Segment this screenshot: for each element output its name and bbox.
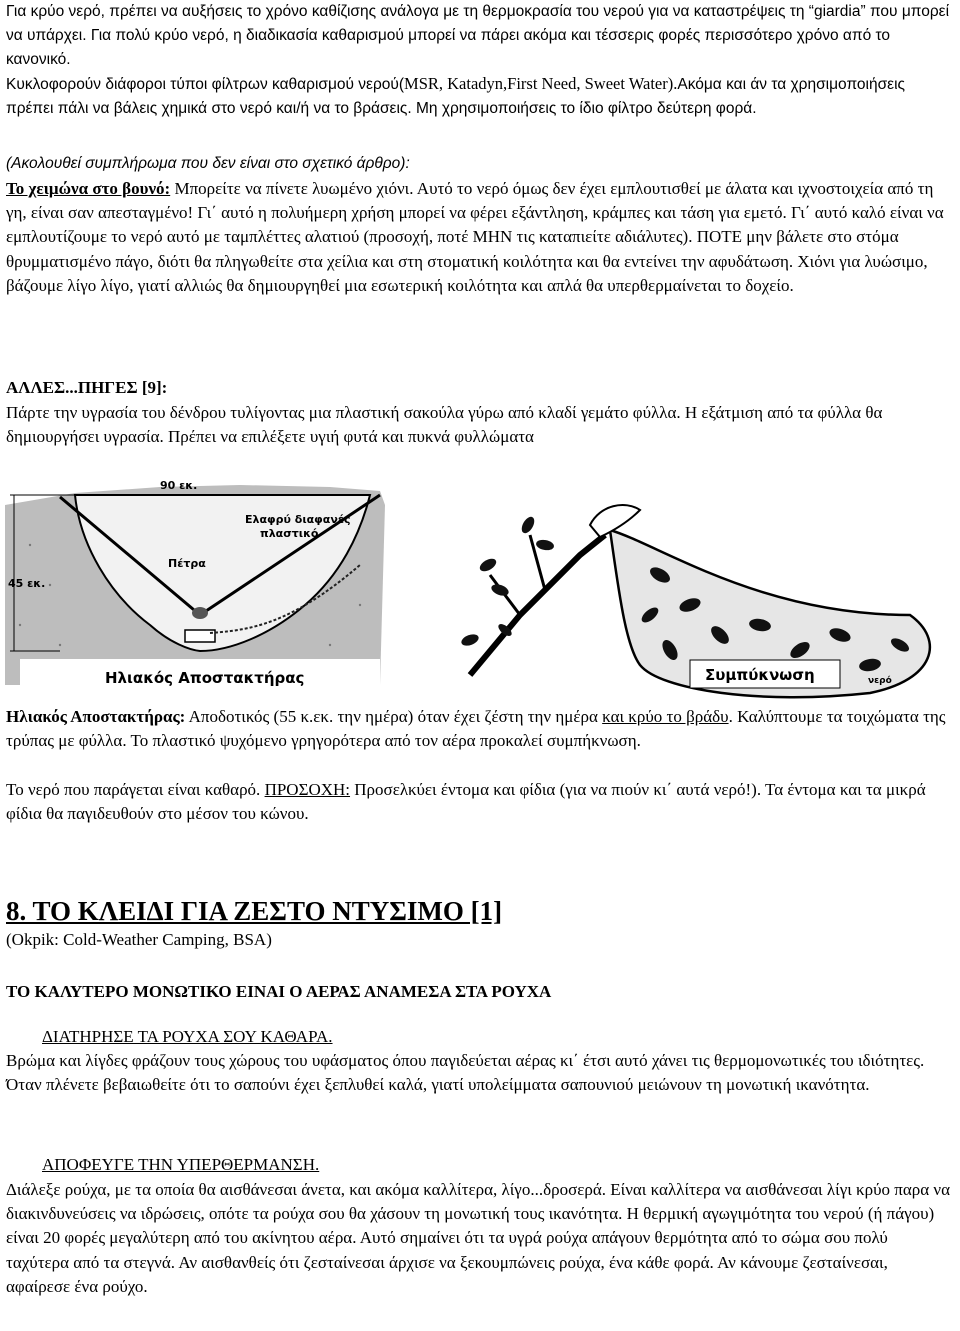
tip-2-title: ΑΠΟΦΕΥΓΕ ΤΗΝ ΥΠΕΡΘΕΡΜΑΝΣΗ. [42, 1155, 320, 1174]
label-water-fragment: νερό [868, 676, 892, 686]
paragraph-filters [6, 72, 954, 121]
caution-label: ΠΡΟΣΟΧΗ: [264, 780, 351, 799]
label-depth-bottom: 45 εκ. [8, 577, 46, 590]
solar-line2-a: Το νερό που παράγεται είναι καθαρό. [6, 780, 265, 799]
heading-other-sources: ΑΛΛΕΣ...ΠΗΓΕΣ [9]: [6, 378, 168, 397]
supplement-note: (Ακολουθεί συμπλήρωμα που δεν είναι στο σχετικό άρθρο): [6, 155, 410, 172]
label-depth-top: 90 εκ. [160, 479, 198, 492]
label-stone: Πέτρα [168, 557, 206, 570]
illustration-water-collection [0, 465, 960, 705]
filters-intro: Κυκλοφορούν διάφοροι τύποι φίλτρων καθαρισμού νερού( [6, 76, 405, 93]
label-plastic-2: πλαστικό [260, 527, 319, 540]
label-plastic-1: Ελαφρύ διαφανές [245, 513, 351, 526]
main-point: ΤΟ ΚΑΛΥΤΕΡΟ ΜΟΝΩΤΙΚΟ ΕΙΝΑΙ Ο ΑΕΡΑΣ ΑΝΑΜΕΣΑ ΣΤΑ ΡΟΥΧΑ [6, 982, 552, 1001]
solar-line2-b: Προσελκύει έντομα και φίδια (για να πιούν κι΄ αυτά νερό!). Τα έντομα και τα μικρά φίδια θα παγιδευθούν στο μέσον του κώνου. [6, 780, 926, 824]
paragraph-cold-water: Για κρύο νερό, πρέπει να αυξήσεις το χρόνο καθίζισης ανάλογα με τη θερμοκρασία του νερού για να καταστρέψεις τη “giardia” που μπορεί να υπάρχει. Για πολύ κρύο νερό, η διαδικασία καθαρισμού μπορεί να πάρει ακόμα και τέσσερις φορές περισσότερο χρόνο από το κανονικό. [6, 3, 950, 69]
leaf-bag-diagram [460, 505, 930, 697]
filters-advice: Ακόμα και άν τα χρησιμοποιήσεις πρέπει πάλι να βάλεις χημικά στο νερό και/ή να το βράσεις. Μη χρησιμοποιήσεις το ίδιο φίλτρο δεύτερη φορά. [6, 76, 906, 118]
solar-cold-night: και κρύο το βράδυ [602, 707, 729, 726]
tip-2-text: Διάλεξε ρούχα, με τα οποία θα αισθάνεσαι άνετα, και ακόμα καλλίτερα, λίγο...δροσερά. Είναι καλλίτερα να αισθάνεσαι λίγι κρύο παρα να διακινδυνεύσεις να ιδρώσεις, οπότε τα ρούχα σου θα χάσουν τη μονωτική τους ικανότητα. Η θερμική αγωγιμότητα του νερού (ή πάγου) είναι 20 φορές μεγαλύτερη από του ακίνητου αέρα. Αυτό σημαίνει ότι τα υγρά ρούχα απάγουν θερμότητα από το σώμα σου πολύ ταχύτερα από τα στεγνά. Αν αισθανθείς ότι ζεσταίνεσαι άρχισε να ξεκουμπώνεις ρούχα, ένα κάθε φορά. Αν κάνουμε ζεσταίνεσαι, αφαίρεσε ένα ρούχο. [6, 1180, 950, 1296]
caption-condensation: Συμπύκνωση [705, 666, 815, 684]
tip-1-text: Βρώμα και λίγδες φράζουν τους χώρους του υφάσματος όπου παγιδεύεται αέρας κι΄ έτσι αυτό χάνει τις θερμομονωτικές του ιδιότητες. Όταν πλένετε βεβαιωθείτε ότι το σαπούνι έχει ξεπλυθεί καλά, γιατί υπολείμματα σαπουνιού μειώνουν τη μονωτική ικανότητα. [6, 1051, 925, 1095]
section-8-heading: 8. ΤΟ ΚΛΕΙΔΙ ΓΙΑ ΖΕΣΤΟ ΝΤΥΣΙΜΟ [1] [6, 896, 503, 926]
caption-solar-still: Ηλιακός Αποστακτήρας [105, 669, 305, 687]
outside-leaves [460, 515, 555, 648]
filter-brands: MSR, Katadyn,First Need, Sweet Water). [404, 74, 678, 93]
paragraph-winter [6, 177, 954, 298]
paragraph-other-sources: Πάρτε την υγρασία του δένδρου τυλίγοντας μια πλαστική σακούλα γύρω από κλαδί γεμάτο φύλλα. Η εξάτμιση από τα φύλλα θα δημιουργήσει υγρασία. Πρέπει να επιλέξετε υγιή φυτά και πυκνά φυλλώματα [6, 403, 883, 447]
section-8-source: (Okpik: Cold-Weather Camping, BSA) [6, 930, 272, 949]
stone [192, 607, 208, 619]
solar-still-diagram [5, 479, 385, 689]
solar-label: Ηλιακός Αποστακτήρας: [6, 707, 186, 726]
tip-1-title: ΔΙΑΤΗΡΗΣΕ ΤΑ ΡΟΥΧΑ ΣΟΥ ΚΑΘΑΡΑ. [42, 1027, 333, 1046]
winter-label: Το χειμώνα στο βουνό: [6, 179, 171, 198]
paragraph-solar-still [6, 705, 954, 753]
solar-text-2: . Καλύπτουμε τα τοιχώματα της τρύπας με φύλλα. Το πλαστικό ψυχόμενο γρηγορότερα από τον αέρα προκαλεί συμπήκνωση. [6, 707, 946, 751]
solar-text-1: Αποδοτικός (55 κ.εκ. την ημέρα) όταν έχει ζέστη την ημέρα [185, 707, 603, 726]
paragraph-water-caution [6, 778, 954, 826]
branch [470, 535, 605, 675]
winter-text: Μπορείτε να πίνετε λυωμένο χιόνι. Αυτό το νερό όμως δεν έχει εμπλουτισθεί με άλατα και ιχνοστοιχεία από τη γη, είναι σαν απεσταγμένο! Γι΄ αυτό η πολυήμερη χρήση μπορεί να φέρει εξάντληση, κράμπες και τάση για εμετό. Γι΄ αυτό καλό είναι να εμπλουτίζουμε το νερό αυτό με ταμπλέττες αλατιού (προσοχή, ποτέ ΜΗΝ τις καταπιείτε αδιάλυτες). ΠΟΤΕ μην βάλετε στο στόμα θρυμματισμένο πάγο, διότι θα πληγωθείτε στα χείλια και στη στοματική κοιλότητα και θα εντείνει την αφυδάτωση. Χιόνι για λυώσιμο, βάζουμε λίγο λίγο, γιατί αλλιώς θα δημιουργηθεί μια εσωτερική κοιλότητα και απλά θα υπερθερμαίνεται το δοχείο. [6, 179, 944, 295]
container [185, 630, 215, 642]
